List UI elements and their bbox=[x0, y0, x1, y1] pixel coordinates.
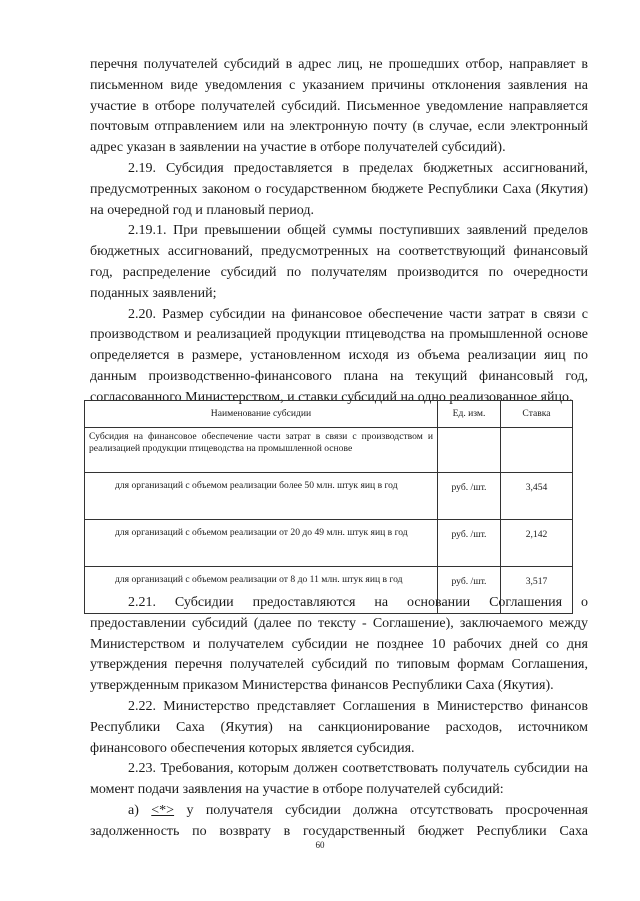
row-rate: 3,454 bbox=[501, 473, 573, 520]
row-name: для организаций с объемом реализации от 20 до 49 млн. штук яиц в год bbox=[85, 520, 438, 567]
table-row bbox=[85, 473, 573, 520]
row-unit: руб. /шт. bbox=[438, 473, 501, 520]
header-unit: Ед. изм. bbox=[438, 401, 501, 428]
row-name: для организаций с объемом реализации от 8 до 11 млн. штук яиц в год bbox=[85, 567, 438, 614]
paragraph-item-a bbox=[90, 801, 588, 843]
paragraph-2-22: 2.22. Министерство представляет Соглашения в Министерство финансов Республики Саха (Якутия) на санкционирование расходов, источником финансового обеспечения которых является субсидия. bbox=[90, 698, 588, 756]
row-rate: 3,517 bbox=[501, 567, 573, 614]
table-group-row bbox=[85, 428, 573, 473]
group-subsidy-name: Субсидия на финансовое обеспечение части затрат в связи с производством и реализацией продукции птицеводства на промышленной основе bbox=[85, 428, 438, 473]
group-rate-empty bbox=[501, 428, 573, 473]
text-block-bottom bbox=[90, 593, 588, 843]
paragraph-2-19-1: 2.19.1. При превышении общей суммы поступивших заявлений пределов бюджетных ассигнований, предусмотренных на соответствующий финансовый год, распределение субсидий по получателям производится по очередности поданных заявлений; bbox=[90, 223, 588, 301]
page-number: 60 bbox=[315, 840, 325, 850]
table-row bbox=[85, 520, 573, 567]
group-unit-empty bbox=[438, 428, 501, 473]
row-rate: 2,142 bbox=[501, 520, 573, 567]
footnote-reference-link[interactable]: <*> bbox=[151, 802, 175, 818]
row-unit: руб. /шт. bbox=[438, 520, 501, 567]
paragraph-2-23: 2.23. Требования, которым должен соответствовать получатель субсидии на момент подачи заявления на участие в отборе получателей субсидий: bbox=[90, 761, 588, 798]
subsidy-rates-table bbox=[84, 400, 573, 614]
paragraph-2-20: 2.20. Размер субсидии на финансовое обеспечение части затрат в связи с производством и реализацией продукции птицеводства на промышленной основе определяется в размере, установленном исходя из объема реализации яиц по данным производственно-финансового плана на текущий финансовый год, согласованного Министерством, и ставки субсидий на одно реализованное яйцо. bbox=[90, 306, 588, 405]
paragraph-2-21: 2.21. Субсидии предоставляются на основании Соглашения о предоставлении субсидий (далее по тексту - Соглашение), заключаемого между Министерством и получателем субсидии не позднее 10 рабочих дней со дня утверждения перечня получателей субсидий по типовым формам Соглашения, утвержденным приказом Министерства финансов Республики Саха (Якутия). bbox=[90, 595, 588, 694]
row-name: для организаций с объемом реализации более 50 млн. штук яиц в год bbox=[85, 473, 438, 520]
row-unit: руб. /шт. bbox=[438, 567, 501, 614]
header-rate: Ставка bbox=[501, 401, 573, 428]
paragraph-continuation: перечня получателей субсидий в адрес лиц, не прошедших отбор, направляет в письменном виде уведомления с указанием причины отклонения заявления на участие в отборе получателей субсидий. Письменное уведомление направляется почтовым отправлением или на электронную почту (в случае, если электронный адрес указан в заявлении на участие в отборе получателей субсидий). bbox=[90, 57, 588, 156]
table-header-row bbox=[85, 401, 573, 428]
item-a-prefix: а) bbox=[128, 802, 152, 818]
header-subsidy-name: Наименование субсидии bbox=[85, 401, 438, 428]
text-block-top bbox=[90, 55, 588, 409]
item-a-text: у получателя субсидии должна отсутствовать просроченная задолженность по возврату в государственный бюджет Республики Саха bbox=[90, 802, 588, 839]
paragraph-2-19: 2.19. Субсидия предоставляется в пределах бюджетных ассигнований, предусмотренных законом о государственном бюджете Республики Саха (Якутия) на очередной год и плановый период. bbox=[90, 160, 588, 218]
